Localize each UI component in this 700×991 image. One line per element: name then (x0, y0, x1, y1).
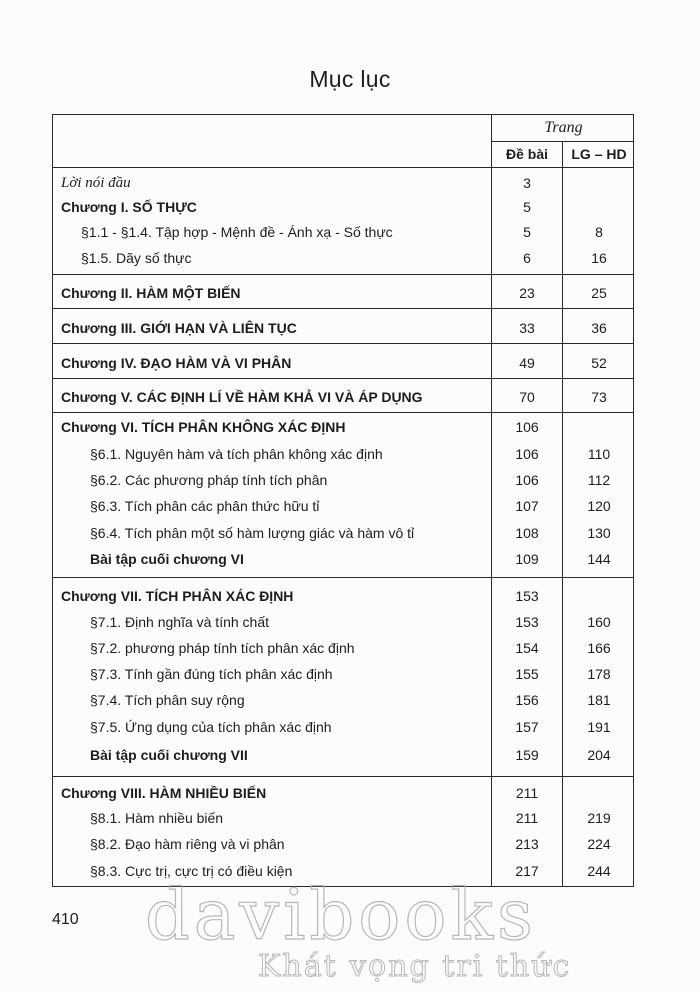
toc-page-de-bai: 107 (515, 498, 539, 514)
section-rule (53, 412, 633, 413)
toc-row (53, 690, 633, 712)
toc-page-lg-hd: 204 (587, 747, 611, 763)
toc-page-de-bai: 106 (515, 446, 539, 462)
toc-page-de-bai: 157 (515, 719, 539, 735)
section-rule (53, 378, 633, 379)
toc-page-lg-hd: 73 (591, 389, 607, 405)
toc-page-de-bai: 159 (515, 747, 539, 763)
toc-row (53, 470, 633, 492)
toc-label: §8.3. Cực trị, cực trị có điều kiện (90, 863, 293, 879)
toc-row (53, 549, 633, 571)
toc-label: §7.3. Tính gần đúng tích phân xác định (90, 666, 333, 682)
toc-label: §8.1. Hàm nhiều biến (90, 810, 224, 826)
toc-row (53, 173, 633, 195)
toc-page-de-bai: 106 (515, 472, 539, 488)
toc-page-de-bai: 217 (515, 863, 539, 879)
toc-page-de-bai: 153 (515, 588, 539, 604)
watermark-logo: davibooks (145, 874, 537, 956)
toc-page-de-bai: 23 (519, 285, 535, 301)
toc-page-de-bai: 155 (515, 666, 539, 682)
header-trang: Trang (544, 119, 583, 136)
toc-page-lg-hd: 160 (587, 614, 611, 630)
toc-page-de-bai: 109 (515, 551, 539, 567)
toc-label: §1.5. Dãy số thực (81, 250, 192, 266)
toc-label: §1.1 - §1.4. Tập hợp - Mệnh đề - Ánh xạ - Số thực (81, 224, 393, 240)
toc-page-de-bai: 49 (519, 355, 535, 371)
toc-page-lg-hd: 16 (591, 250, 607, 266)
toc-page-de-bai: 213 (515, 836, 539, 852)
toc-page-de-bai: 6 (523, 250, 531, 266)
toc-table (52, 114, 634, 887)
toc-row (53, 834, 633, 856)
toc-page-de-bai: 3 (523, 175, 531, 191)
toc-label: Chương I. SỐ THỰC (61, 199, 197, 215)
toc-row (53, 586, 633, 608)
toc-row (53, 318, 633, 340)
toc-row (53, 222, 633, 244)
header-de-bai: Đề bài (505, 146, 548, 162)
toc-label: §7.5. Ứng dụng của tích phân xác định (90, 719, 332, 735)
toc-page-de-bai: 154 (515, 640, 539, 656)
toc-row (53, 353, 633, 375)
toc-label: Lời nói đầu (61, 175, 131, 191)
toc-page-lg-hd: 244 (587, 863, 611, 879)
toc-row (53, 638, 633, 660)
toc-label: §7.2. phương pháp tính tích phân xác định (90, 640, 355, 656)
toc-page-de-bai: 153 (515, 614, 539, 630)
toc-label: Chương VII. TÍCH PHÂN XÁC ĐỊNH (61, 588, 294, 604)
toc-label: §6.2. Các phương pháp tính tích phân (90, 472, 328, 488)
section-rule (53, 776, 633, 777)
watermark-slogan: Khát vọng tri thức (258, 949, 572, 984)
toc-page-lg-hd: 130 (587, 525, 611, 541)
toc-row (53, 496, 633, 518)
toc-page-de-bai: 106 (515, 419, 539, 435)
toc-row (53, 612, 633, 634)
toc-label: Chương II. HÀM MỘT BIẾN (61, 285, 241, 301)
toc-row (53, 444, 633, 466)
toc-label: §6.1. Nguyên hàm và tích phân không xác định (90, 446, 383, 462)
toc-page-lg-hd: 52 (591, 355, 607, 371)
toc-label: §6.4. Tích phân một số hàm lượng giác và hàm vô tỉ (90, 525, 415, 541)
toc-page-lg-hd: 112 (587, 472, 611, 488)
toc-label: Chương III. GIỚI HẠN VÀ LIÊN TỤC (61, 320, 297, 336)
toc-page-lg-hd: 219 (587, 810, 611, 826)
toc-row (53, 717, 633, 739)
toc-label: §8.2. Đạo hàm riêng và vi phân (90, 836, 285, 852)
toc-label: Chương V. CÁC ĐỊNH LÍ VỀ HÀM KHẢ VI VÀ ÁP DỤNG (61, 389, 423, 405)
toc-row (53, 664, 633, 686)
toc-page-de-bai: 156 (515, 692, 539, 708)
toc-page-de-bai: 70 (519, 389, 535, 405)
toc-row (53, 523, 633, 545)
page-number: 410 (52, 911, 79, 928)
header-divider (491, 141, 634, 142)
section-rule (53, 274, 633, 275)
toc-page-lg-hd: 36 (591, 320, 607, 336)
section-rule (53, 308, 633, 309)
toc-row (53, 783, 633, 805)
toc-page-de-bai: 5 (523, 199, 531, 215)
toc-row (53, 387, 633, 409)
toc-row (53, 745, 633, 767)
toc-page-de-bai: 33 (519, 320, 535, 336)
toc-label: §7.4. Tích phân suy rộng (90, 692, 245, 708)
toc-page-lg-hd: 178 (587, 666, 611, 682)
toc-page-lg-hd: 25 (591, 285, 607, 301)
toc-page-lg-hd: 110 (587, 446, 611, 462)
toc-page-lg-hd: 144 (587, 551, 611, 567)
toc-page-de-bai: 211 (515, 810, 539, 826)
toc-page-de-bai: 211 (515, 785, 539, 801)
toc-page-de-bai: 5 (523, 224, 531, 240)
header-lg-hd: LG – HD (571, 146, 627, 162)
toc-row (53, 197, 633, 219)
toc-page-lg-hd: 181 (587, 692, 611, 708)
toc-label: Bài tập cuối chương VI (90, 551, 244, 567)
page-title: Mục lục (309, 66, 391, 92)
header-bottom-rule (53, 167, 633, 168)
toc-row (53, 808, 633, 830)
toc-page-lg-hd: 224 (587, 836, 611, 852)
toc-row (53, 248, 633, 270)
section-rule (53, 343, 633, 344)
toc-page-lg-hd: 8 (595, 224, 603, 240)
toc-page-lg-hd: 120 (587, 498, 611, 514)
toc-row (53, 417, 633, 439)
toc-page-de-bai: 108 (515, 525, 539, 541)
toc-page-lg-hd: 166 (587, 640, 611, 656)
toc-label: Chương IV. ĐẠO HÀM VÀ VI PHÂN (61, 355, 292, 371)
toc-label: §7.1. Định nghĩa và tính chất (90, 614, 270, 630)
section-rule (53, 577, 633, 578)
toc-label: §6.3. Tích phân các phân thức hữu tỉ (90, 498, 320, 514)
toc-row (53, 283, 633, 305)
toc-label: Chương VI. TÍCH PHÂN KHÔNG XÁC ĐỊNH (61, 419, 346, 435)
toc-page-lg-hd: 191 (587, 719, 611, 735)
toc-label: Bài tập cuối chương VII (90, 747, 248, 763)
toc-label: Chương VIII. HÀM NHIỀU BIẾN (61, 785, 267, 801)
